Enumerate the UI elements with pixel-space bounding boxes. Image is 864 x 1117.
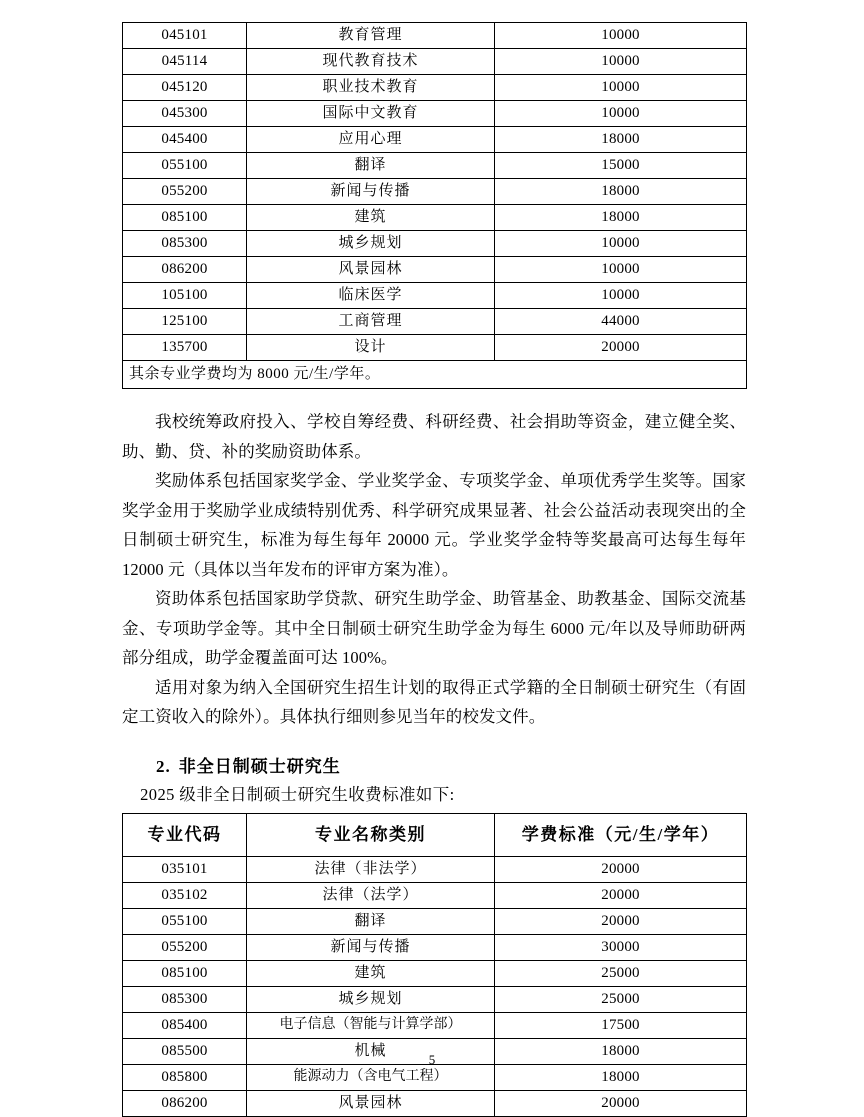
cell-name: 建筑	[247, 960, 495, 986]
cell-fee: 25000	[495, 986, 747, 1012]
fulltime-fee-table	[122, 22, 747, 389]
cell-fee: 30000	[495, 934, 747, 960]
cell-fee: 18000	[495, 127, 747, 153]
cell-name: 法律（法学）	[247, 882, 495, 908]
section-title: 非全日制硕士研究生	[178, 756, 341, 776]
cell-code: 055100	[123, 153, 247, 179]
table-row	[123, 231, 747, 257]
page-number: 5	[428, 1052, 436, 1067]
cell-fee: 25000	[495, 960, 747, 986]
cell-name: 风景园林	[247, 1090, 495, 1116]
cell-fee: 10000	[495, 23, 747, 49]
table-row	[123, 257, 747, 283]
cell-code: 035101	[123, 856, 247, 882]
cell-code: 055200	[123, 934, 247, 960]
cell-code: 105100	[123, 283, 247, 309]
cell-name: 城乡规划	[247, 986, 495, 1012]
cell-code: 055200	[123, 179, 247, 205]
cell-name: 城乡规划	[247, 231, 495, 257]
section-number: 2.	[156, 756, 171, 776]
cell-code: 055100	[123, 908, 247, 934]
cell-name: 应用心理	[247, 127, 495, 153]
cell-code: 085500	[123, 1038, 247, 1064]
cell-name: 现代教育技术	[247, 49, 495, 75]
paragraph-award-system: 奖励体系包括国家奖学金、学业奖学金、专项奖学金、单项优秀学生奖等。国家奖学金用于奖励学业成绩特别优秀、科学研究成果显著、社会公益活动表现突出的全日制硕士研究生，标准为每生每年 20000 元。学业奖学金特等奖最高可达每生每年 12000 元（具体以当年发布的评审方案为准）。	[122, 471, 746, 579]
cell-fee: 18000	[495, 1064, 747, 1090]
table-row	[123, 153, 747, 179]
fulltime-table-body	[123, 23, 747, 389]
cell-name: 新闻与传播	[247, 934, 495, 960]
table-row	[123, 283, 747, 309]
cell-fee: 18000	[495, 179, 747, 205]
table-row	[123, 179, 747, 205]
cell-fee: 18000	[495, 1038, 747, 1064]
cell-name: 机械	[247, 1038, 495, 1064]
paragraph-aid-system: 资助体系包括国家助学贷款、研究生助学金、助管基金、助教基金、国际交流基金、专项助学金等。其中全日制硕士研究生助学金为每生 6000 元/年以及导师助研两部分组成，助学金覆盖面可达 100%。	[122, 589, 746, 667]
cell-name: 工商管理	[247, 309, 495, 335]
cell-code: 045400	[123, 127, 247, 153]
cell-fee: 20000	[495, 335, 747, 361]
cell-fee: 15000	[495, 153, 747, 179]
table-row	[123, 1012, 747, 1038]
table-row	[123, 49, 747, 75]
paragraph-funding-overview: 我校统筹政府投入、学校自筹经费、科研经费、社会捐助等资金，建立健全奖、助、勤、贷、补的奖励资助体系。	[122, 412, 746, 461]
table-row	[123, 882, 747, 908]
table-row	[123, 23, 747, 49]
table-row	[123, 934, 747, 960]
cell-code: 135700	[123, 335, 247, 361]
header-code: 专业代码	[123, 813, 247, 856]
cell-fee: 10000	[495, 101, 747, 127]
cell-code: 085400	[123, 1012, 247, 1038]
table-row	[123, 335, 747, 361]
section-intro-line: 2025 级非全日制硕士研究生收费标准如下:	[140, 784, 455, 804]
table-row	[123, 960, 747, 986]
cell-fee: 44000	[495, 309, 747, 335]
cell-fee: 10000	[495, 75, 747, 101]
table-row	[123, 205, 747, 231]
table-row	[123, 127, 747, 153]
cell-code: 086200	[123, 257, 247, 283]
section-heading-parttime	[122, 754, 746, 780]
cell-name: 电子信息（智能与计算学部）	[247, 1012, 495, 1038]
cell-fee: 10000	[495, 231, 747, 257]
cell-fee: 17500	[495, 1012, 747, 1038]
cell-fee: 20000	[495, 856, 747, 882]
cell-fee: 20000	[495, 882, 747, 908]
cell-name: 职业技术教育	[247, 75, 495, 101]
parttime-table-head	[123, 813, 747, 856]
table-row	[123, 856, 747, 882]
fulltime-table-note: 其余专业学费均为 8000 元/生/学年。	[123, 361, 747, 389]
page-content	[122, 22, 746, 1117]
cell-code: 045101	[123, 23, 247, 49]
parttime-fee-table	[122, 813, 747, 1117]
parttime-table-body	[123, 856, 747, 1116]
cell-code: 085800	[123, 1064, 247, 1090]
table-row	[123, 309, 747, 335]
cell-code: 035102	[123, 882, 247, 908]
cell-fee: 10000	[495, 49, 747, 75]
cell-name: 教育管理	[247, 23, 495, 49]
cell-name: 设计	[247, 335, 495, 361]
cell-code: 086200	[123, 1090, 247, 1116]
cell-name: 建筑	[247, 205, 495, 231]
cell-code: 045300	[123, 101, 247, 127]
cell-code: 045114	[123, 49, 247, 75]
cell-name: 翻译	[247, 908, 495, 934]
cell-name: 翻译	[247, 153, 495, 179]
header-name: 专业名称类别	[247, 813, 495, 856]
table-row	[123, 1090, 747, 1116]
cell-name: 新闻与传播	[247, 179, 495, 205]
cell-code: 125100	[123, 309, 247, 335]
cell-fee: 20000	[495, 1090, 747, 1116]
cell-name: 临床医学	[247, 283, 495, 309]
cell-fee: 10000	[495, 257, 747, 283]
cell-code: 085300	[123, 986, 247, 1012]
table-row	[123, 75, 747, 101]
cell-code: 085300	[123, 231, 247, 257]
header-fee: 学费标准（元/生/学年）	[495, 813, 747, 856]
cell-fee: 10000	[495, 283, 747, 309]
cell-name: 能源动力（含电气工程）	[247, 1064, 495, 1090]
funding-paragraphs	[122, 407, 746, 732]
cell-name: 国际中文教育	[247, 101, 495, 127]
table-note-row	[123, 361, 747, 389]
cell-fee: 18000	[495, 205, 747, 231]
cell-fee: 20000	[495, 908, 747, 934]
cell-name: 法律（非法学）	[247, 856, 495, 882]
cell-name: 风景园林	[247, 257, 495, 283]
table-header-row	[123, 813, 747, 856]
table-row	[123, 908, 747, 934]
cell-code: 085100	[123, 960, 247, 986]
table-row	[123, 101, 747, 127]
paragraph-eligibility: 适用对象为纳入全国研究生招生计划的取得正式学籍的全日制硕士研究生（有固定工资收入的除外）。具体执行细则参见当年的校发文件。	[122, 677, 746, 726]
table-row	[123, 986, 747, 1012]
cell-code: 085100	[123, 205, 247, 231]
cell-code: 045120	[123, 75, 247, 101]
